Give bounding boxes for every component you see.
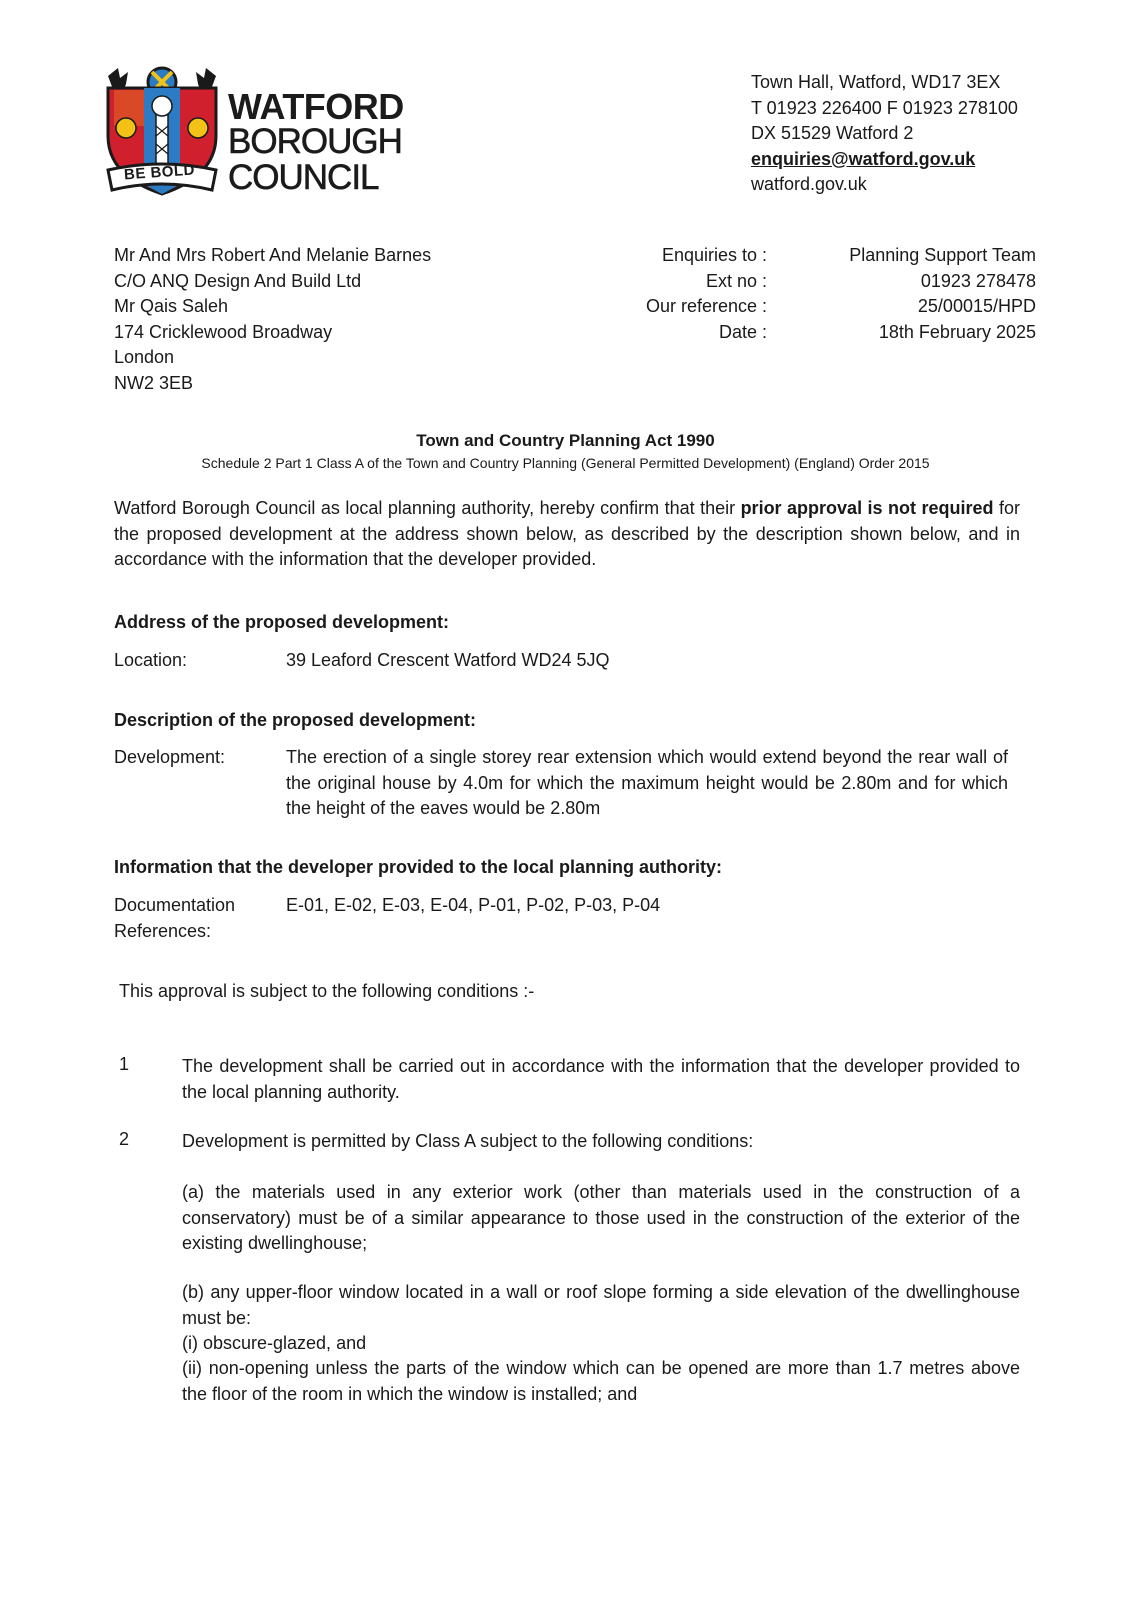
condition-subclause-b: (b) any upper-floor window located in a wall or roof slope forming a side elevation of the dwellinghouse must be: <box>182 1282 1020 1328</box>
recipient-line: 174 Cricklewood Broadway <box>114 321 333 342</box>
recipient-line: NW2 3EB <box>114 372 194 393</box>
council-email-link[interactable]: enquiries@watford.gov.uk <box>751 148 976 169</box>
recipient-address <box>114 243 431 396</box>
condition-text: Development is permitted by Class A subject to the following conditions: <box>182 1131 754 1151</box>
ext-value: 01923 278478 <box>920 270 1036 291</box>
reference-labels <box>646 243 767 345</box>
condition-number: 2 <box>119 1129 130 1149</box>
council-address-line: Town Hall, Watford, WD17 3EX <box>751 72 1001 92</box>
recipient-line: C/O ANQ Design And Build Ltd <box>114 270 362 291</box>
logo-word-borough: BOROUGH <box>228 122 402 161</box>
reference-label: Our reference : <box>645 296 767 316</box>
council-address <box>751 70 1018 198</box>
enquiries-value: Planning Support Team <box>849 245 1036 265</box>
location-value: 39 Leaford Crescent Watford WD24 5JQ <box>286 650 610 670</box>
address-heading: Address of the proposed development: <box>114 612 450 632</box>
description-heading: Description of the proposed development: <box>114 710 477 730</box>
recipient-line: London <box>114 347 175 367</box>
council-logo <box>100 66 430 201</box>
intro-bold-text: prior approval is not required <box>740 498 994 518</box>
recipient-line: Mr And Mrs Robert And Melanie Barnes <box>114 245 432 265</box>
act-subtitle: Schedule 2 Part 1 Class A of the Town and Country Planning (General Permitted Development) (England) Order 2015 <box>201 455 930 471</box>
logo-word-council: COUNCIL <box>228 158 379 197</box>
condition-subclause-b-i: (i) obscure-glazed, and <box>182 1333 367 1353</box>
condition-subclause-a: (a) the materials used in any exterior work (other than materials used in the construction of a conservatory) must be of a similar appearance to those used in the construction of the exterior of the existing dwellinghouse; <box>182 1182 1020 1253</box>
documentation-label-line: References: <box>114 920 212 941</box>
logo-word-watford: WATFORD <box>228 86 404 127</box>
council-website: watford.gov.uk <box>751 174 867 194</box>
development-value: The erection of a single storey rear extension which would extend beyond the rear wall of the original house by 4.0m for which the maximum height would be 2.80m and for which the height of the eaves would be 2.80m <box>286 747 1008 818</box>
condition-subclause-b-ii: (ii) non-opening unless the parts of the window which can be opened are more than 1.7 metres above the floor of the room in which the window is installed; and <box>182 1358 1020 1404</box>
intro-paragraph <box>114 496 1020 573</box>
conditions-intro: This approval is subject to the following conditions :- <box>119 981 535 1001</box>
location-label: Location: <box>114 650 188 670</box>
documentation-value: E-01, E-02, E-03, E-04, P-01, P-02, P-03, P-04 <box>286 895 661 915</box>
development-label: Development: <box>114 747 226 767</box>
date-value: 18th February 2025 <box>878 321 1036 342</box>
council-dx: DX 51529 Watford 2 <box>751 123 914 143</box>
intro-text: for the proposed development at the address shown below, as described by the description shown below, and in accordance with the information that the developer provided. <box>114 498 1020 569</box>
condition-text: The development shall be carried out in accordance with the information that the developer provided to the local planning authority. <box>182 1056 1020 1102</box>
documentation-label <box>114 893 235 944</box>
reference-values <box>849 243 1036 345</box>
logo-motto: BE BOLD <box>123 161 196 184</box>
condition-number: 1 <box>119 1054 130 1074</box>
documentation-label-line: Documentation <box>114 895 236 915</box>
intro-text: Watford Borough Council as local planning authority, hereby confirm that their <box>114 498 741 518</box>
act-title: Town and Country Planning Act 1990 <box>416 431 715 450</box>
enquiries-label: Enquiries to : <box>661 245 767 265</box>
reference-value: 25/00015/HPD <box>917 296 1036 316</box>
ext-label: Ext no : <box>705 270 767 291</box>
recipient-line: Mr Qais Saleh <box>114 296 229 316</box>
council-phone-fax: T 01923 226400 F 01923 278100 <box>751 97 1018 118</box>
date-label: Date : <box>718 321 767 342</box>
information-heading: Information that the developer provided to the local planning authority: <box>114 857 723 877</box>
